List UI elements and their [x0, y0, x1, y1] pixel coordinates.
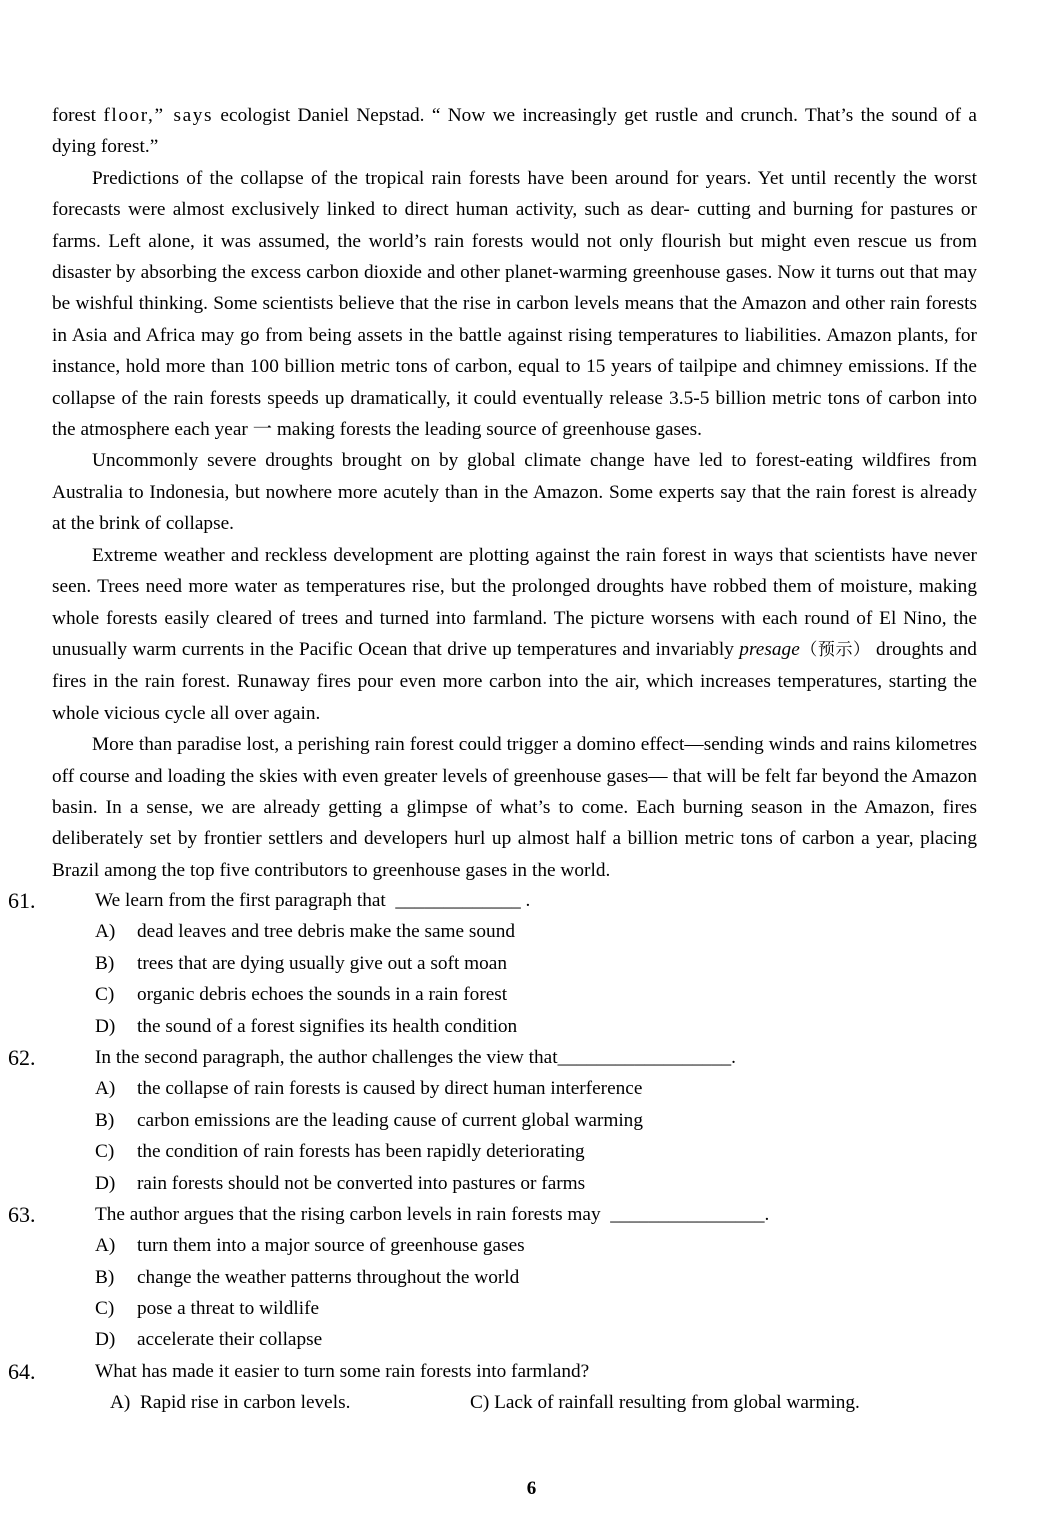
option-61-b-text: trees that are dying usually give out a soft moan: [137, 952, 507, 974]
option-61-c-label: C): [95, 984, 115, 1006]
question-64-number: 64.: [8, 1358, 36, 1384]
option-62-c-label: C): [95, 1141, 115, 1163]
question-63-options: [0, 1230, 1063, 1356]
option-63-a-text: turn them into a major source of greenhouse gases: [137, 1235, 525, 1257]
paragraph-1: [52, 100, 977, 163]
option-63-d-label: D): [95, 1329, 116, 1351]
option-61-b[interactable]: [0, 948, 1063, 979]
option-63-a-label: A): [95, 1235, 116, 1257]
question-61-number: 61.: [8, 888, 36, 913]
option-61-a-text: dead leaves and tree debris make the same sound: [137, 921, 515, 943]
option-61-d-text: the sound of a forest signifies its health condition: [137, 1015, 518, 1037]
option-61-b-label: B): [95, 952, 115, 974]
option-63-d[interactable]: [0, 1324, 1063, 1355]
option-64-a[interactable]: A) Rapid rise in carbon levels.: [110, 1392, 351, 1414]
option-63-c[interactable]: [0, 1293, 1063, 1324]
option-61-a-label: A): [95, 921, 116, 943]
option-63-b-text: change the weather patterns throughout the world: [137, 1266, 520, 1288]
question-63-stem: The author argues that the rising carbon levels in rain forests may ________________.: [95, 1203, 770, 1225]
option-61-d-label: D): [95, 1015, 116, 1037]
option-62-b[interactable]: [0, 1105, 1063, 1136]
page-number: 6: [526, 1478, 537, 1499]
glossed-term: presage: [739, 638, 800, 660]
paragraph-4-pre: Extreme weather and reckless development are plotting against the rain forest in ways that scientists have never seen. Trees need more water as temperatures rise, but the prolonged droughts have robbed them of moisture, making whole forests easily cleared of trees and turned into farmland. The picture worsens with each round of El Nino, the unusually warm currents in the Pacific Ocean that drive up temperatures and invariably: [52, 544, 977, 660]
paragraph-2: Predictions of the collapse of the tropical rain forests have been around for years. Yet until recently the worst forecasts were almost exclusively linked to direct human activity, such as dear- cutting and burning for pastures or farms. Left alone, it was assumed, the world’s rain forests would not only flourish but might even rescue us from disaster by absorbing the excess carbon dioxide and other planet-warming greenhouse gases. Now it turns out that may be wishful thinking. Some scientists believe that the rise in carbon levels means that the Amazon and other rain forests in Asia and Africa may go from being assets in the battle against rising temperatures to liabilities. Amazon plants, for instance, hold more than 100 billion metric tons of carbon, equal to 15 years of tailpipe and chimney emissions. If the collapse of the rain forests speeds up dramatically, it could eventually release 3.5-5 billion metric tons of carbon into the atmosphere each year 一 making forests the leading source of greenhouse gases.: [52, 167, 977, 441]
question-61-stem: We learn from the first paragraph that _____________ .: [95, 890, 531, 911]
option-63-b-label: B): [95, 1266, 115, 1288]
option-61-c-text: organic debris echoes the sounds in a rain forest: [137, 984, 508, 1006]
chinese-gloss: （预示）: [799, 639, 871, 660]
question-63: [0, 1199, 1063, 1356]
questions-section: [0, 885, 1063, 1419]
question-61: [0, 885, 1063, 1042]
option-63-c-label: C): [95, 1298, 115, 1320]
question-63-stem-line: [0, 1199, 1063, 1230]
paragraph-3: Uncommonly severe droughts brought on by global climate change have led to forest-eating wildfires from Australia to Indonesia, but nowhere more acutely than in the Amazon. Some experts say that the rain forest is already at the brink of collapse.: [52, 450, 977, 535]
option-61-a[interactable]: [0, 916, 1063, 947]
option-63-a[interactable]: [0, 1230, 1063, 1261]
option-62-d[interactable]: [0, 1168, 1063, 1199]
option-62-c[interactable]: [0, 1136, 1063, 1167]
option-62-b-text: carbon emissions are the leading cause of current global warming: [137, 1109, 643, 1131]
option-62-c-text: the condition of rain forests has been rapidly deteriorating: [137, 1141, 585, 1163]
paragraph-4: [52, 540, 977, 729]
question-64: [0, 1356, 1063, 1419]
question-64-stem-line: [0, 1356, 1063, 1387]
option-63-b[interactable]: [0, 1262, 1063, 1293]
paragraph-1-seg-b: floor,” says: [103, 105, 214, 126]
paragraph-5: More than paradise lost, a perishing rain forest could trigger a domino effect—sending winds and rains kilometres off course and loading the skies with even greater levels of greenhouse gases— that will be felt far beyond the Amazon basin. In a sense, we are already getting a glimpse of what’s to come. Each burning season in the Amazon, fires deliberately set by frontier settlers and developers hurl up almost half a billion metric tons of carbon a year, placing Brazil among the top five contributors to greenhouse gases in the world.: [52, 734, 977, 881]
option-63-d-text: accelerate their collapse: [137, 1329, 323, 1351]
option-61-d[interactable]: [0, 1011, 1063, 1042]
question-62-number: 62.: [8, 1044, 36, 1070]
question-63-number: 63.: [8, 1201, 36, 1227]
question-61-stem-line: [0, 885, 1063, 916]
paragraph-1-seg-a: forest: [52, 105, 104, 126]
paragraph-4-post: droughts and fires in the rain forest. Runaway fires pour even more carbon into the air, which increases temperatures, starting the whole vicious cycle all over again.: [52, 638, 977, 724]
option-62-a-text: the collapse of rain forests is caused by direct human interference: [137, 1078, 643, 1100]
option-63-c-text: pose a threat to wildlife: [137, 1298, 320, 1320]
option-62-b-label: B): [95, 1109, 115, 1131]
question-64-stem: What has made it easier to turn some rain forests into farmland?: [95, 1360, 590, 1382]
option-64-c[interactable]: C) Lack of rainfall resulting from global warming.: [470, 1392, 860, 1414]
option-62-d-label: D): [95, 1172, 116, 1194]
passage-body: [52, 100, 977, 886]
option-62-a-label: A): [95, 1078, 116, 1100]
question-62-stem: In the second paragraph, the author challenges the view that__________________.: [95, 1046, 736, 1068]
question-61-options: [0, 916, 1063, 1042]
option-62-d-text: rain forests should not be converted into pastures or farms: [137, 1172, 586, 1194]
question-64-options-row: [0, 1387, 1063, 1418]
paragraph-1-seg-c: ecologist Daniel Nepstad. “ Now we increasingly get rustle and crunch. That’s the sound of a dying forest.”: [52, 105, 977, 158]
question-62-options: [0, 1073, 1063, 1199]
option-61-c[interactable]: [0, 979, 1063, 1010]
question-62-stem-line: [0, 1042, 1063, 1073]
option-62-a[interactable]: [0, 1073, 1063, 1104]
question-62: [0, 1042, 1063, 1199]
